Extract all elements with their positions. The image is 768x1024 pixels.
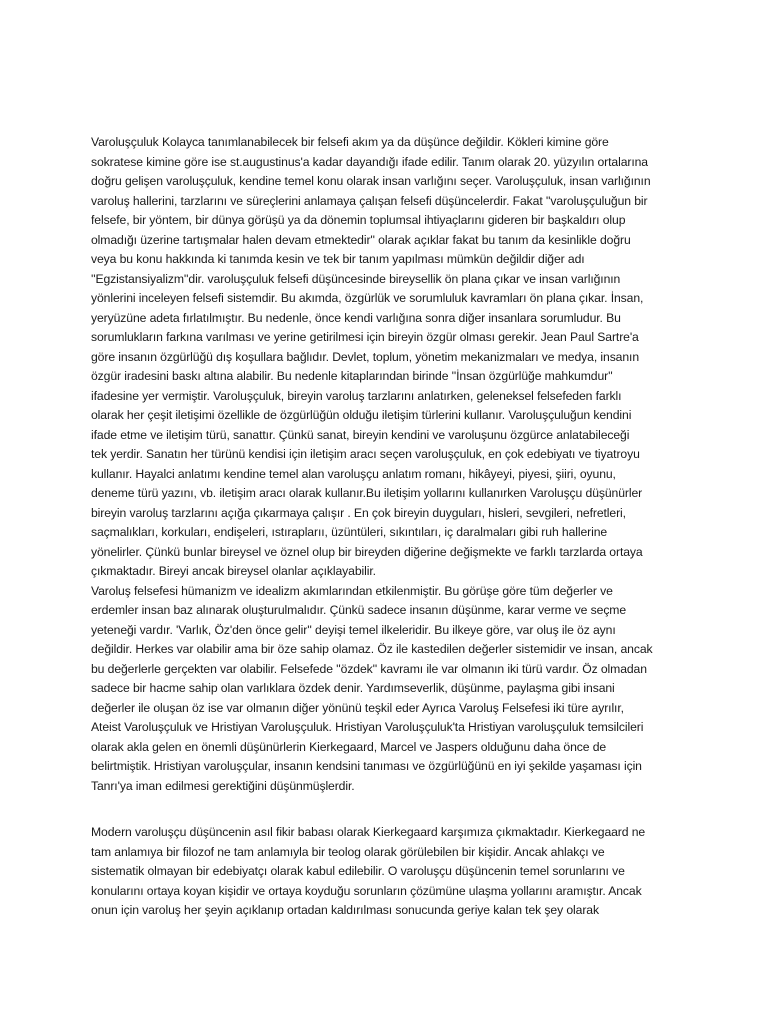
text-line: belirtmiştik. Hristiyan varoluşçular, insanın kendsini tanıması ve özgürlüğünü en iyi şekilde yaşaması için — [91, 759, 642, 773]
text-line: yeryüzüne adeta fırlatılmıştır. Bu nedenle, önce kendi varlığına sonra diğer insanlara sorumludur. Bu — [91, 310, 621, 325]
paragraph-block-2 — [91, 823, 691, 921]
text-line: kullanır. Hayalci anlatımı kendine temel alan varoluşçu anlatım romanı, hikâyeyi, piyesi, şiiri, oyunu, — [91, 466, 616, 481]
text-line: felsefe, bir yöntem, bir dünya görüşü ya da dönemin toplumsal ihtiyaçlarını gideren bir başkaldırı olup — [91, 213, 626, 227]
text-line: bu değerlerle gerçekten var olabilir. Felsefede ''özdek'' kavramı ile var olmanın iki türü vardır. Öz olmadan — [91, 661, 647, 676]
text-line: doğru gelişen varoluşçuluk, kendine temel konu olarak insan varlığını seçer. Varoluşçuluk, insan varlığının — [91, 174, 651, 188]
text-line: erdemler insan baz alınarak oluşturulmalıdır. Çünkü sadece insanın düşünme, karar verme ve seçme — [91, 603, 627, 617]
text-line: deneme türü yazını, vb. iletişim aracı olarak kullanır.Bu iletişim yollarını kullanırken Varoluşçu düşünürler — [91, 486, 643, 500]
text-line: Varoluşçuluk Kolayca tanımlanabilecek bir felsefi akım ya da düşünce değildir. Kökleri kimine göre — [91, 135, 609, 149]
text-line: olarak her çeşit iletişimi özellikle de özgürlüğün olduğu iletişim türlerini kullanır. Varoluşçuluğun kendini — [91, 408, 632, 422]
text-line: özgür iradesini baskı altına alabilir. Bu nedenle kitaplarından birinde ''İnsan özgürlüğe mahkumdur'' — [91, 369, 613, 383]
text-line: onun için varoluş her şeyin açıklanıp ortadan kaldırılması sonucunda geriye kalan tek şey olarak — [91, 903, 599, 917]
text-line: tam anlamıya bir filozof ne tam anlamıyla bir teolog olarak görülebilen bir kişidir. Ancak ahlakçı ve — [91, 844, 605, 859]
text-line: ''Egzistansiyalizm''dir. varoluşçuluk felsefi düşüncesinde bireysellik ön plana çıkar ve insan varlığının — [91, 271, 621, 286]
text-line: Varoluş felsefesi hümanizm ve idealizm akımlarından etkilenmiştir. Bu görüşe göre tüm değerler ve — [91, 583, 613, 598]
text-line: veya bu konu hakkında ki tanımda kesin ve tek bir tanım yapılması mümkün değildir diğer adı — [91, 252, 585, 266]
text-line: tek yerdir. Sanatın her türünü kendisi için iletişim aracı seçen varoluşçuluk, en çok edebiyatı ve tiyatroyu — [91, 447, 640, 461]
text-line: varoluş hallerini, tarzlarını ve süreçlerini anlamaya çalışan felsefi düşüncelerdir. Fakat ''varoluşçuluğun bir — [91, 193, 648, 208]
text-line: Modern varoluşçu düşüncenin asıl fikir babası olarak Kierkegaard karşımıza çıkmaktadır. Kierkegaard ne — [91, 825, 646, 839]
text-line: bireyin varoluş tarzlarını açığa çıkarmaya çalışır . En çok bireyin duyguları, hisleri, sevgileri, nefretleri, — [91, 505, 626, 520]
text-line: saçmalıkları, korkuları, endişeleri, ıstıraplarıı, üzüntüleri, sıkıntıları, iç daralmaları gibi ruh hallerine — [91, 525, 608, 539]
text-line: sorumlukların farkına varılması ve yerine getirilmesi için bireyin özgür olması gerekir. Jean Paul Sartre'a — [91, 330, 639, 344]
text-line: değerler ile oluşan öz ise var olmanın diğer yönünü teşkil eder Ayrıca Varoluş Felsefesi iki türe ayrılır, — [91, 700, 624, 715]
text-line: Tanrı'ya iman edilmesi gerektiğini düşünmüşlerdir. — [91, 778, 355, 793]
text-line: Ateist Varoluşçuluk ve Hristiyan Varoluşçuluk. Hristiyan Varoluşçuluk'ta Hristiyan varoluşçuluk temsilcileri — [91, 720, 644, 734]
text-line: ifade etme ve iletişim türü, sanattır. Çünkü sanat, bireyin kendini ve varoluşunu özgürce anlatabileceği — [91, 427, 630, 442]
text-line: yönelirler. Çünkü bunlar bireysel ve öznel olup bir bireyden diğerine değişmekte ve farklı tarzlarda ortaya — [91, 544, 643, 559]
text-line: yönlerini inceleyen felsefi sistemdir. Bu akımda, özgürlük ve sorumluluk kavramları ön plana çıkar. İnsan, — [91, 291, 644, 305]
text-line: yeteneği vardır. 'Varlık, Öz'den önce gelir'' deyişi temel ilkeleridir. Bu ilkeye göre, var oluş ile öz aynı — [91, 622, 616, 637]
text-line: olmadığı üzerine tartışmalar halen devam etmektedir'' olarak açıklar fakat bu tanım da kesinlikle doğru — [91, 232, 631, 247]
text-line: konularını ortaya koyan kişidir ve ortaya koyduğu sorunların çözümüne ulaşma yollarını aramıştır. Ancak — [91, 883, 642, 898]
text-line: değildir. Herkes var olabilir ama bir öze sahip olamaz. Öz ile kastedilen değerler sistemidir ve insan, ancak — [91, 642, 653, 656]
text-line: göre insanın özgürlüğü dış koşullara bağlıdır. Devlet, toplum, yönetim mekanizmaları ve medya, insanın — [91, 349, 640, 364]
paragraph-block-1 — [91, 133, 691, 796]
text-line: ifadesine yer vermiştir. Varoluşçuluk, bireyin varoluş tarzlarını anlatırken, geleneksel felsefeden farklı — [91, 388, 622, 403]
text-line: olarak akla gelen en önemli düşünürlerin Kierkegaard, Marcel ve Jaspers olduğunu daha önce de — [91, 739, 607, 754]
text-line: çıkmaktadır. Bireyi ancak bireysel olanlar açıklayabilir. — [91, 564, 376, 578]
text-line: sistematik olmayan bir edebiyatçı olarak kabul edilebilir. O varoluşçu düşüncenin temel sorunlarını ve — [91, 864, 625, 878]
text-line: sokratese kimine göre ise st.augustinus'a kadar dayandığı ifade edilir. Tanım olarak 20. yüzyılın ortalarına — [91, 154, 648, 169]
text-line: sadece bir hacme sahip olan varlıklara özdek denir. Yardımseverlik, düşünme, paylaşma gibi insani — [91, 681, 615, 695]
